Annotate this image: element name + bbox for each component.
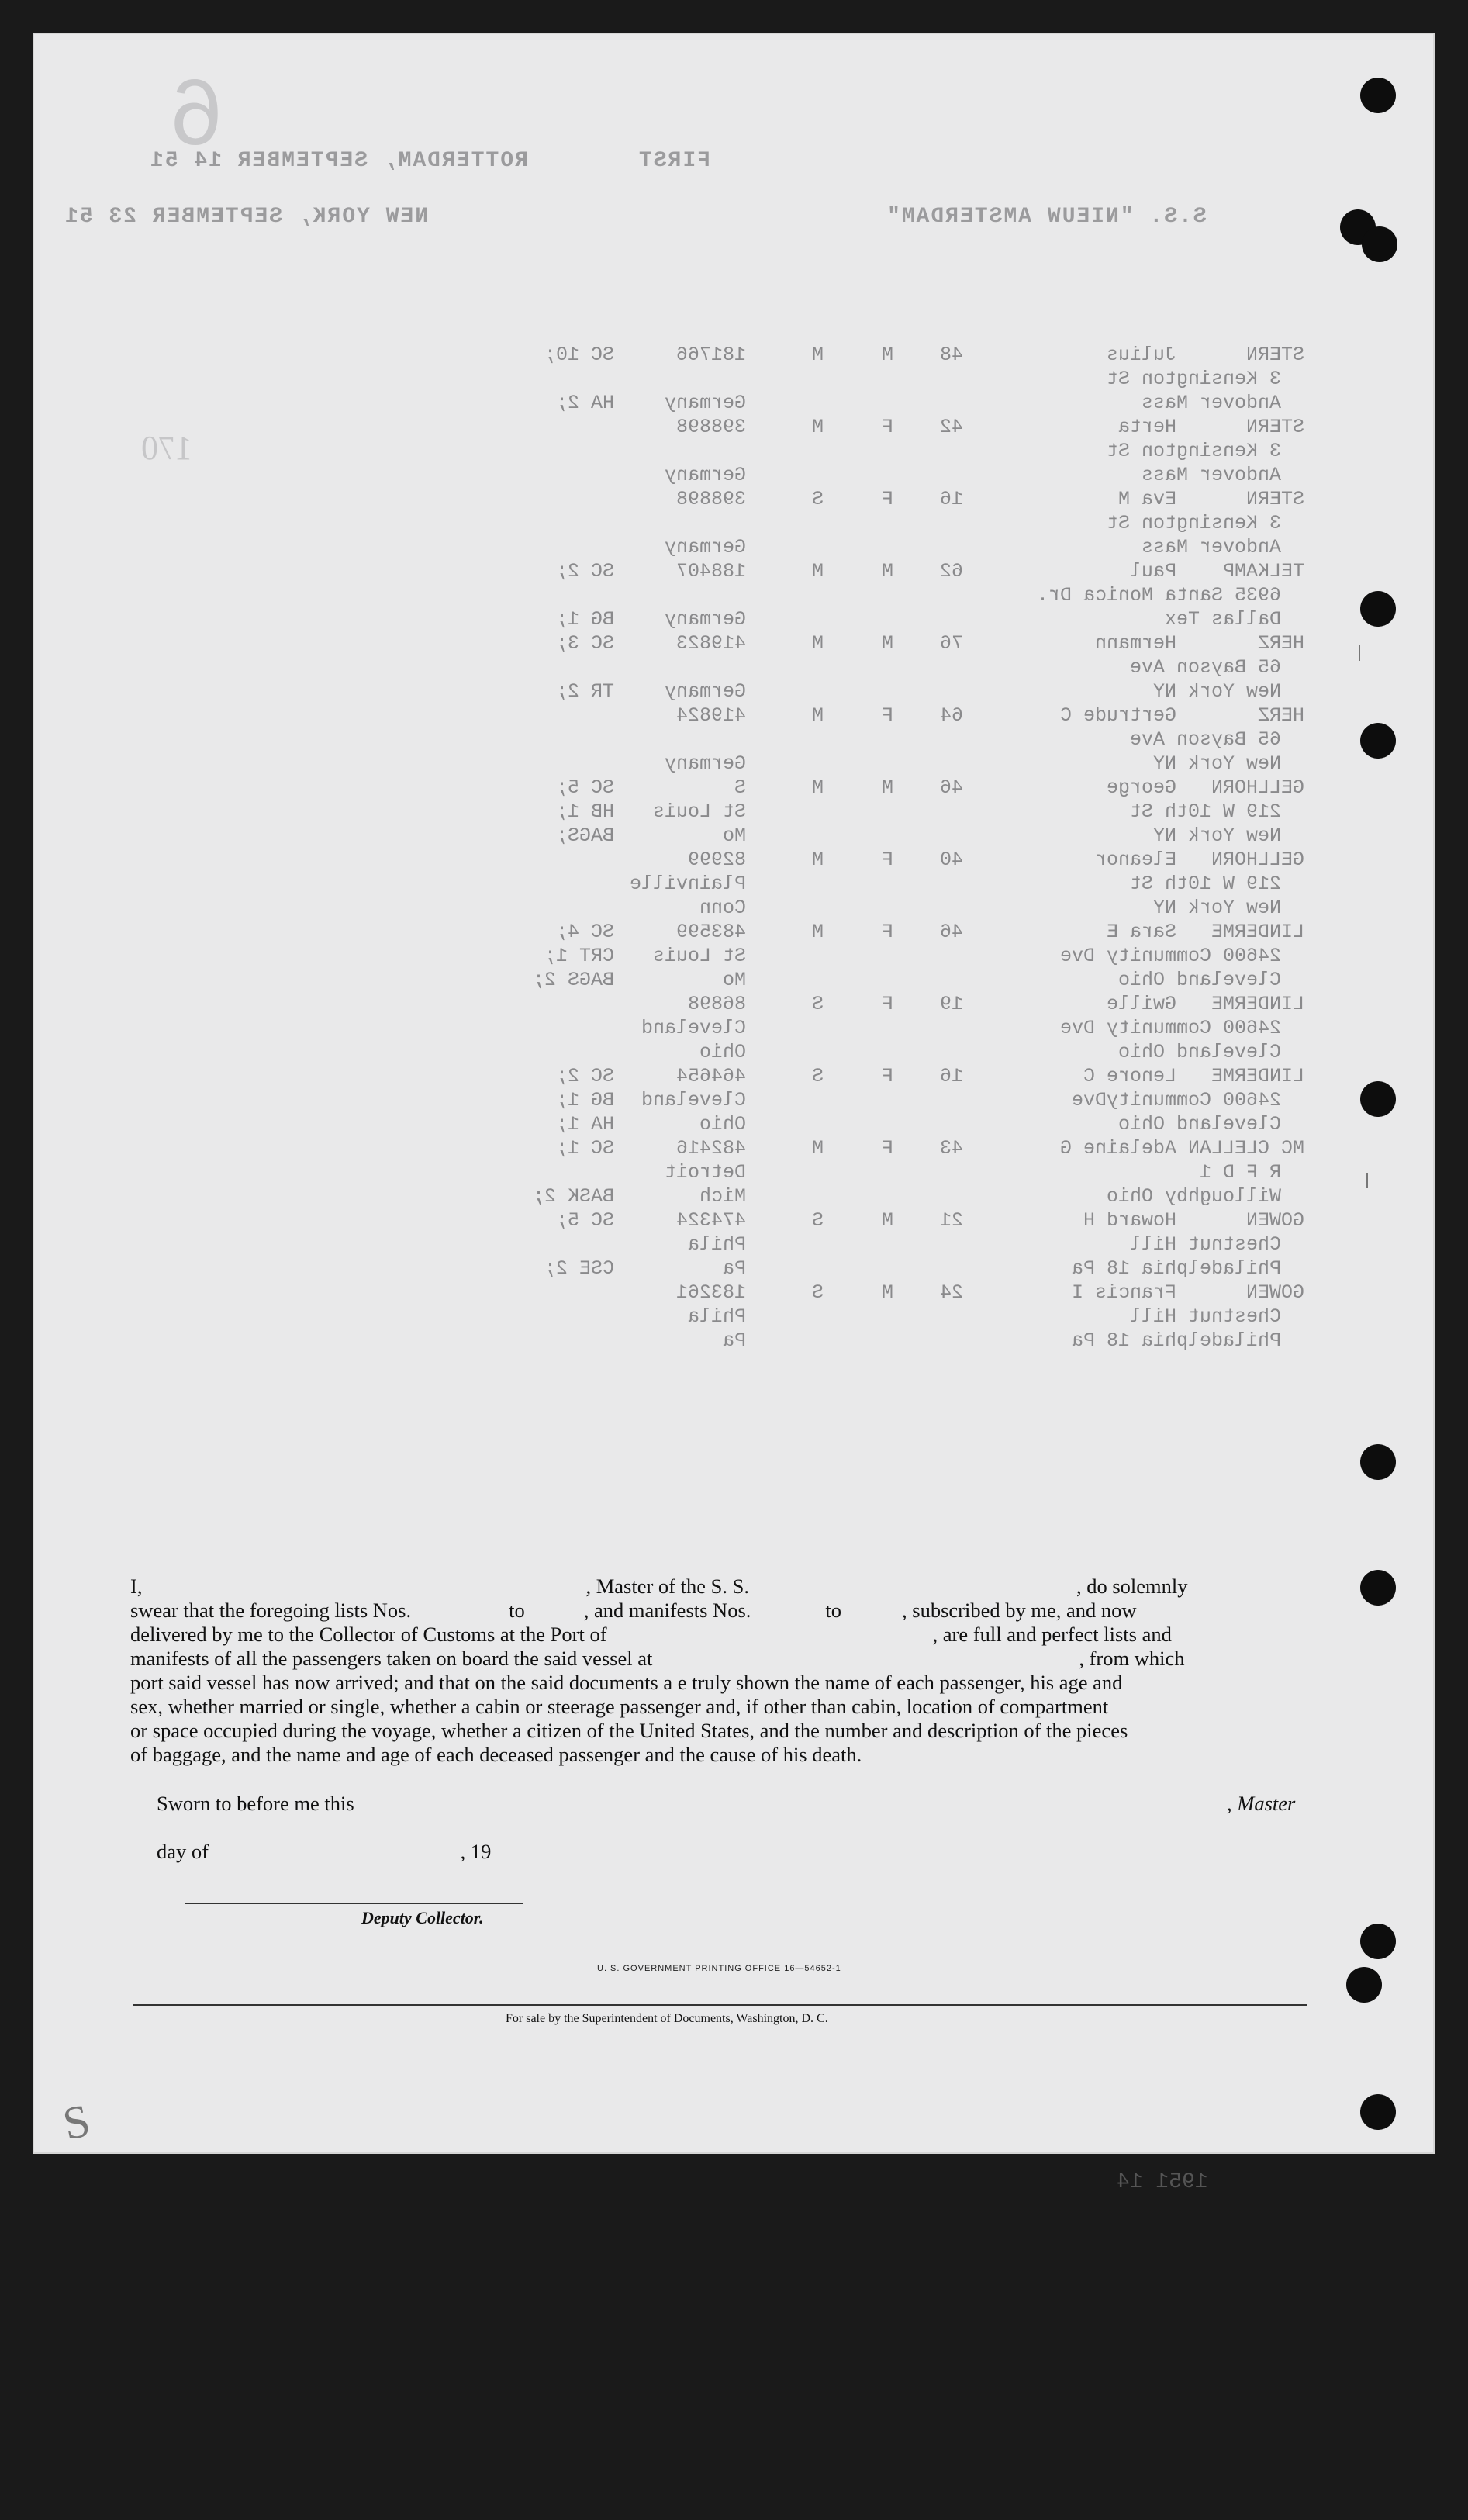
- passenger-entry: [405, 920, 1335, 992]
- passenger-name: LINDERME Sara E: [1106, 921, 1304, 943]
- passenger-bag: SC 5;: [555, 776, 614, 799]
- passenger-bag: BG 1;: [555, 608, 614, 631]
- passenger-sex: F: [881, 416, 893, 438]
- passenger-num: Phila: [687, 1305, 746, 1328]
- passenger-num: Ohio: [699, 1041, 746, 1063]
- oath-solemnly: , do solemnly: [1076, 1575, 1188, 1598]
- passenger-bag: SC 5;: [555, 1209, 614, 1232]
- year-label: , 19: [460, 1840, 492, 1863]
- passenger-name: Cleveland Ohio: [1117, 1041, 1304, 1063]
- passenger-num: Mo: [722, 824, 746, 847]
- passenger-entry: [405, 415, 1335, 487]
- margin-tick: [1359, 645, 1360, 661]
- oath-i: I,: [130, 1575, 143, 1598]
- list-to-blank: [530, 1599, 584, 1616]
- manifest-to-blank: [848, 1599, 902, 1616]
- passenger-num: 398898: [675, 488, 746, 510]
- passenger-sex: F: [881, 1137, 893, 1160]
- sworn-date-blank: [365, 1792, 489, 1810]
- binder-hole: [1360, 1924, 1396, 1959]
- gpo-imprint: U. S. GOVERNMENT PRINTING OFFICE 16—54652-1: [597, 1964, 841, 1973]
- passenger-entry: [405, 1136, 1335, 1208]
- port-blank: [615, 1623, 933, 1640]
- oath-from-which: , from which: [1079, 1647, 1185, 1670]
- passenger-name: 65 Bayson Ave: [1129, 656, 1304, 679]
- passenger-age: 19: [939, 993, 963, 1015]
- passenger-ms: M: [811, 776, 824, 799]
- binder-hole: [1360, 1444, 1396, 1480]
- passenger-name: Chestnut Hill: [1129, 1305, 1304, 1328]
- passenger-bag: SC 4;: [555, 921, 614, 943]
- passenger-age: 64: [939, 704, 963, 727]
- passenger-entry: [405, 631, 1335, 703]
- passenger-name: 3 Kensington St: [1106, 512, 1304, 534]
- passenger-age: 48: [939, 344, 963, 366]
- passenger-name: 24600 CommunityDve: [1071, 1089, 1304, 1111]
- passenger-entry: [405, 487, 1335, 559]
- year-blank: [496, 1841, 535, 1858]
- passenger-bag: SC 2;: [555, 560, 614, 582]
- passenger-line: [405, 679, 1335, 703]
- passenger-num: Pa: [722, 1257, 746, 1280]
- passenger-name: STERN Herta: [1117, 416, 1304, 438]
- passenger-line: [405, 1305, 1335, 1329]
- passenger-line: [405, 824, 1335, 848]
- passenger-num: Pa: [722, 1329, 746, 1352]
- passenger-ms: M: [811, 849, 824, 871]
- passenger-num: 183261: [675, 1281, 746, 1304]
- passenger-sex: M: [881, 632, 893, 655]
- passenger-num: Germany: [664, 680, 746, 703]
- passenger-ms: M: [811, 560, 824, 582]
- passenger-line: [405, 992, 1335, 1016]
- passenger-num: Mich: [699, 1185, 746, 1208]
- binder-hole: [1360, 2094, 1396, 2130]
- passenger-num: 398898: [675, 416, 746, 438]
- passenger-ms: M: [811, 416, 824, 438]
- oath-subscribed: , subscribed by me, and now: [902, 1599, 1137, 1622]
- passenger-name: LINDERME Lenore C: [1083, 1065, 1304, 1087]
- passenger-entry: [405, 1064, 1335, 1136]
- passenger-ms: M: [811, 704, 824, 727]
- passenger-name: GOWEN Howard H: [1083, 1209, 1304, 1232]
- passenger-sex: M: [881, 776, 893, 799]
- passenger-entry: [405, 559, 1335, 631]
- passenger-sex: F: [881, 488, 893, 510]
- passenger-num: St Louis: [652, 800, 746, 823]
- list-from-blank: [417, 1599, 503, 1616]
- passenger-ms: M: [811, 344, 824, 366]
- passenger-name: Philadelphia 18 Pa: [1071, 1257, 1304, 1280]
- passenger-bag: BAGS;: [555, 824, 614, 847]
- passenger-line: [405, 1329, 1335, 1353]
- binder-hole: [1360, 723, 1396, 759]
- passenger-bag: HA 2;: [555, 392, 614, 414]
- passenger-age: 46: [939, 921, 963, 943]
- passenger-age: 21: [939, 1209, 963, 1232]
- passenger-name: Dallas Tex: [1164, 608, 1304, 631]
- passenger-name: STERN Eva M: [1117, 488, 1304, 510]
- passenger-ms: S: [811, 488, 824, 510]
- passenger-ms: S: [811, 1065, 824, 1087]
- ship-name-blank: [758, 1575, 1076, 1592]
- passenger-line: [405, 800, 1335, 824]
- passenger-ms: S: [811, 993, 824, 1015]
- passenger-name: Andover Mass: [1141, 464, 1304, 486]
- master-signature-blank: [816, 1792, 1227, 1810]
- sworn-line: [157, 1792, 489, 1816]
- passenger-bag: HA 1;: [555, 1113, 614, 1136]
- passenger-line: [405, 655, 1335, 679]
- manifest-page: [33, 33, 1435, 2154]
- passenger-name: 24600 Community Dve: [1059, 945, 1304, 967]
- passenger-line: [405, 559, 1335, 583]
- passenger-num: S: [734, 776, 746, 799]
- passenger-name: GELLHORN Eleanor: [1094, 849, 1304, 871]
- passenger-line: [405, 535, 1335, 559]
- passenger-name: TELKAMP Paul: [1129, 560, 1304, 582]
- passenger-line: [405, 1064, 1335, 1088]
- passenger-bag: TR 2;: [555, 680, 614, 703]
- binder-hole: [1346, 1967, 1382, 2003]
- binder-hole: [1360, 78, 1396, 113]
- passenger-num: Cleveland: [641, 1089, 746, 1111]
- passenger-num: 86898: [687, 993, 746, 1015]
- passenger-name: Philadelphia 18 Pa: [1071, 1329, 1304, 1352]
- binder-hole: [1360, 1081, 1396, 1117]
- sworn-label: Sworn to before me this: [157, 1792, 354, 1815]
- passenger-line: [405, 1088, 1335, 1112]
- passenger-entry: [405, 776, 1335, 848]
- passenger-line: [405, 1136, 1335, 1160]
- passenger-age: 16: [939, 1065, 963, 1087]
- passenger-name: 3 Kensington St: [1106, 368, 1304, 390]
- passenger-line: [405, 487, 1335, 511]
- passenger-age: 42: [939, 416, 963, 438]
- passenger-name: Andover Mass: [1141, 536, 1304, 558]
- passenger-num: 474324: [675, 1209, 746, 1232]
- master-label: , Master: [1227, 1792, 1296, 1815]
- oath-line-5: port said vessel has now arrived; and that on the said documents a e truly shown the name of each passenger, his age and: [130, 1671, 1123, 1694]
- passenger-name: 6935 Santa Monica Dr.: [1036, 584, 1304, 607]
- passenger-sex: M: [881, 1209, 893, 1232]
- passenger-num: Detroit: [664, 1161, 746, 1184]
- passenger-entry: [405, 992, 1335, 1064]
- passenger-bag: BG 1;: [555, 1089, 614, 1111]
- passenger-name: LINDERME Gwille: [1106, 993, 1304, 1015]
- deputy-collector-label: Deputy Collector.: [361, 1908, 484, 1927]
- passenger-entry: [405, 703, 1335, 776]
- passenger-line: [405, 439, 1335, 463]
- footer-rule: [133, 2004, 1307, 2006]
- passenger-num: Mo: [722, 969, 746, 991]
- passenger-line: [405, 583, 1335, 607]
- passenger-line: [405, 1257, 1335, 1281]
- passenger-name: New York NY: [1152, 824, 1304, 847]
- passenger-num: 482416: [675, 1137, 746, 1160]
- passenger-num: Germany: [664, 536, 746, 558]
- passenger-sex: F: [881, 849, 893, 871]
- passenger-num: Germany: [664, 464, 746, 486]
- passenger-num: Plainville: [629, 873, 746, 895]
- margin-scrawl: S: [58, 2094, 95, 2150]
- passenger-age: 62: [939, 560, 963, 582]
- passenger-num: Germany: [664, 752, 746, 775]
- passenger-sex: F: [881, 993, 893, 1015]
- oath-port-of: delivered by me to the Collector of Customs at the Port of: [130, 1623, 607, 1646]
- passenger-line: [405, 367, 1335, 391]
- stamp-number: 170: [141, 429, 192, 467]
- passenger-name: New York NY: [1152, 680, 1304, 703]
- passenger-sex: F: [881, 704, 893, 727]
- passenger-entry: [405, 848, 1335, 920]
- passenger-line: [405, 391, 1335, 415]
- passenger-line: [405, 511, 1335, 535]
- passenger-age: 16: [939, 488, 963, 510]
- passenger-line: [405, 1160, 1335, 1184]
- passenger-list: [405, 343, 1335, 1353]
- passenger-name: Cleveland Ohio: [1117, 969, 1304, 991]
- passenger-ms: M: [811, 1137, 824, 1160]
- passenger-line: [405, 703, 1335, 728]
- manifest-from-blank: [757, 1599, 819, 1616]
- oath-lists-nos: swear that the foregoing lists Nos.: [130, 1599, 412, 1622]
- binder-hole: [1360, 591, 1396, 627]
- passenger-line: [405, 1208, 1335, 1232]
- passenger-line: [405, 463, 1335, 487]
- master-signature-line: [816, 1792, 1295, 1816]
- oath-text: [130, 1575, 1317, 1767]
- passenger-line: [405, 728, 1335, 752]
- passenger-ms: S: [811, 1209, 824, 1232]
- passenger-ms: M: [811, 921, 824, 943]
- passenger-num: 464654: [675, 1065, 746, 1087]
- day-of-line: [157, 1840, 535, 1864]
- passenger-name: New York NY: [1152, 897, 1304, 919]
- passenger-entry: [405, 343, 1335, 415]
- day-of-blank: [220, 1841, 461, 1858]
- header-ship: S.S. "NIEUW AMSTERDAM": [886, 205, 1207, 229]
- passenger-bag: BAGS 2;: [532, 969, 614, 991]
- passenger-num: St Louis: [652, 945, 746, 967]
- header-first: FIRST: [637, 149, 711, 173]
- oath-to-2: to: [825, 1599, 842, 1622]
- passenger-num: 483599: [675, 921, 746, 943]
- passenger-line: [405, 752, 1335, 776]
- header-departure: ROTTERDAM, SEPTEMBER 14 51: [149, 149, 528, 173]
- oath-full-perfect: , are full and perfect lists and: [932, 1623, 1172, 1646]
- passenger-bag: HB 1;: [555, 800, 614, 823]
- passenger-name: HERZ Gertrude C: [1059, 704, 1304, 727]
- passenger-line: [405, 415, 1335, 439]
- passenger-name: Cleveland Ohio: [1117, 1113, 1304, 1136]
- deputy-signature-rule: [185, 1903, 523, 1904]
- passenger-name: Chestnut Hill: [1129, 1233, 1304, 1256]
- passenger-sex: F: [881, 1065, 893, 1087]
- passenger-num: Ohio: [699, 1113, 746, 1136]
- passenger-num: Germany: [664, 392, 746, 414]
- passenger-line: [405, 607, 1335, 631]
- binder-hole: [1362, 226, 1397, 262]
- passenger-line: [405, 944, 1335, 968]
- passenger-bag: CSE 2;: [544, 1257, 614, 1280]
- passenger-bag: SC 3;: [555, 632, 614, 655]
- passenger-line: [405, 896, 1335, 920]
- passenger-num: 419824: [675, 704, 746, 727]
- passenger-num: Germany: [664, 608, 746, 631]
- passenger-num: Phila: [687, 1233, 746, 1256]
- passenger-name: 219 W 10th St: [1129, 800, 1304, 823]
- passenger-line: [405, 1232, 1335, 1257]
- passenger-num: Conn: [699, 897, 746, 919]
- below-page-note: 1951 14: [1117, 2170, 1208, 2194]
- vessel-at-blank: [660, 1647, 1079, 1664]
- passenger-num: 188407: [675, 560, 746, 582]
- passenger-name: GELLHORN George: [1106, 776, 1304, 799]
- passenger-line: [405, 848, 1335, 872]
- passenger-bag: BASK 2;: [532, 1185, 614, 1208]
- passenger-entry: [405, 1281, 1335, 1353]
- day-of-label: day of: [157, 1840, 209, 1863]
- passenger-age: 24: [939, 1281, 963, 1304]
- oath-vessel-at: manifests of all the passengers taken on board the said vessel at: [130, 1647, 653, 1670]
- oath-master-of: , Master of the S. S.: [585, 1575, 749, 1598]
- sheet-number: 6: [171, 60, 223, 164]
- passenger-bag: SC 2;: [555, 1065, 614, 1087]
- passenger-name: 3 Kensington St: [1106, 440, 1304, 462]
- passenger-num: 419823: [675, 632, 746, 655]
- for-sale-note: For sale by the Superintendent of Documents, Washington, D. C.: [506, 2012, 828, 2025]
- passenger-entry: [405, 1208, 1335, 1281]
- oath-to-1: to: [509, 1599, 525, 1622]
- passenger-name: HERZ Hermann: [1094, 632, 1304, 655]
- passenger-num: Cleveland: [641, 1017, 746, 1039]
- passenger-line: [405, 920, 1335, 944]
- passenger-name: MC CLELLAN Adelaine G: [1059, 1137, 1304, 1160]
- passenger-line: [405, 1281, 1335, 1305]
- passenger-line: [405, 1184, 1335, 1208]
- binder-hole: [1360, 1570, 1396, 1606]
- passenger-num: 181766: [675, 344, 746, 366]
- passenger-line: [405, 1040, 1335, 1064]
- passenger-num: 82999: [687, 849, 746, 871]
- passenger-line: [405, 1016, 1335, 1040]
- passenger-line: [405, 968, 1335, 992]
- oath-line-6: sex, whether married or single, whether a cabin or steerage passenger and, if other than cabin, location of compartment: [130, 1695, 1109, 1718]
- oath-manifests: , and manifests Nos.: [583, 1599, 751, 1622]
- oath-line-7: or space occupied during the voyage, whether a citizen of the United States, and the number and description of the pieces: [130, 1719, 1128, 1742]
- passenger-ms: S: [811, 1281, 824, 1304]
- oath-line-8: of baggage, and the name and age of each deceased passenger and the cause of his death.: [130, 1743, 862, 1766]
- passenger-age: 43: [939, 1137, 963, 1160]
- passenger-ms: M: [811, 632, 824, 655]
- passenger-name: New York NY: [1152, 752, 1304, 775]
- passenger-bag: SC 1;: [555, 1137, 614, 1160]
- passenger-name: R F D 1: [1199, 1161, 1304, 1184]
- passenger-line: [405, 631, 1335, 655]
- passenger-sex: M: [881, 1281, 893, 1304]
- passenger-line: [405, 776, 1335, 800]
- passenger-bag: SC 10;: [544, 344, 614, 366]
- passenger-name: Willoughby Ohio: [1106, 1185, 1304, 1208]
- header-arrival: NEW YORK, SEPTEMBER 23 51: [64, 205, 429, 229]
- passenger-bag: CRT 1;: [544, 945, 614, 967]
- passenger-name: Andover Mass: [1141, 392, 1304, 414]
- passenger-age: 40: [939, 849, 963, 871]
- passenger-name: 24600 Community Dve: [1059, 1017, 1304, 1039]
- passenger-name: 65 Bayson Ave: [1129, 728, 1304, 751]
- passenger-line: [405, 343, 1335, 367]
- passenger-age: 76: [939, 632, 963, 655]
- passenger-line: [405, 1112, 1335, 1136]
- passenger-sex: F: [881, 921, 893, 943]
- passenger-sex: M: [881, 344, 893, 366]
- passenger-name: 219 W 10th St: [1129, 873, 1304, 895]
- passenger-name: STERN Julius: [1106, 344, 1304, 366]
- passenger-age: 46: [939, 776, 963, 799]
- margin-tick: [1366, 1173, 1368, 1188]
- passenger-line: [405, 872, 1335, 896]
- master-name-blank: [151, 1575, 585, 1592]
- passenger-sex: M: [881, 560, 893, 582]
- passenger-name: GOWEN Francis I: [1071, 1281, 1304, 1304]
